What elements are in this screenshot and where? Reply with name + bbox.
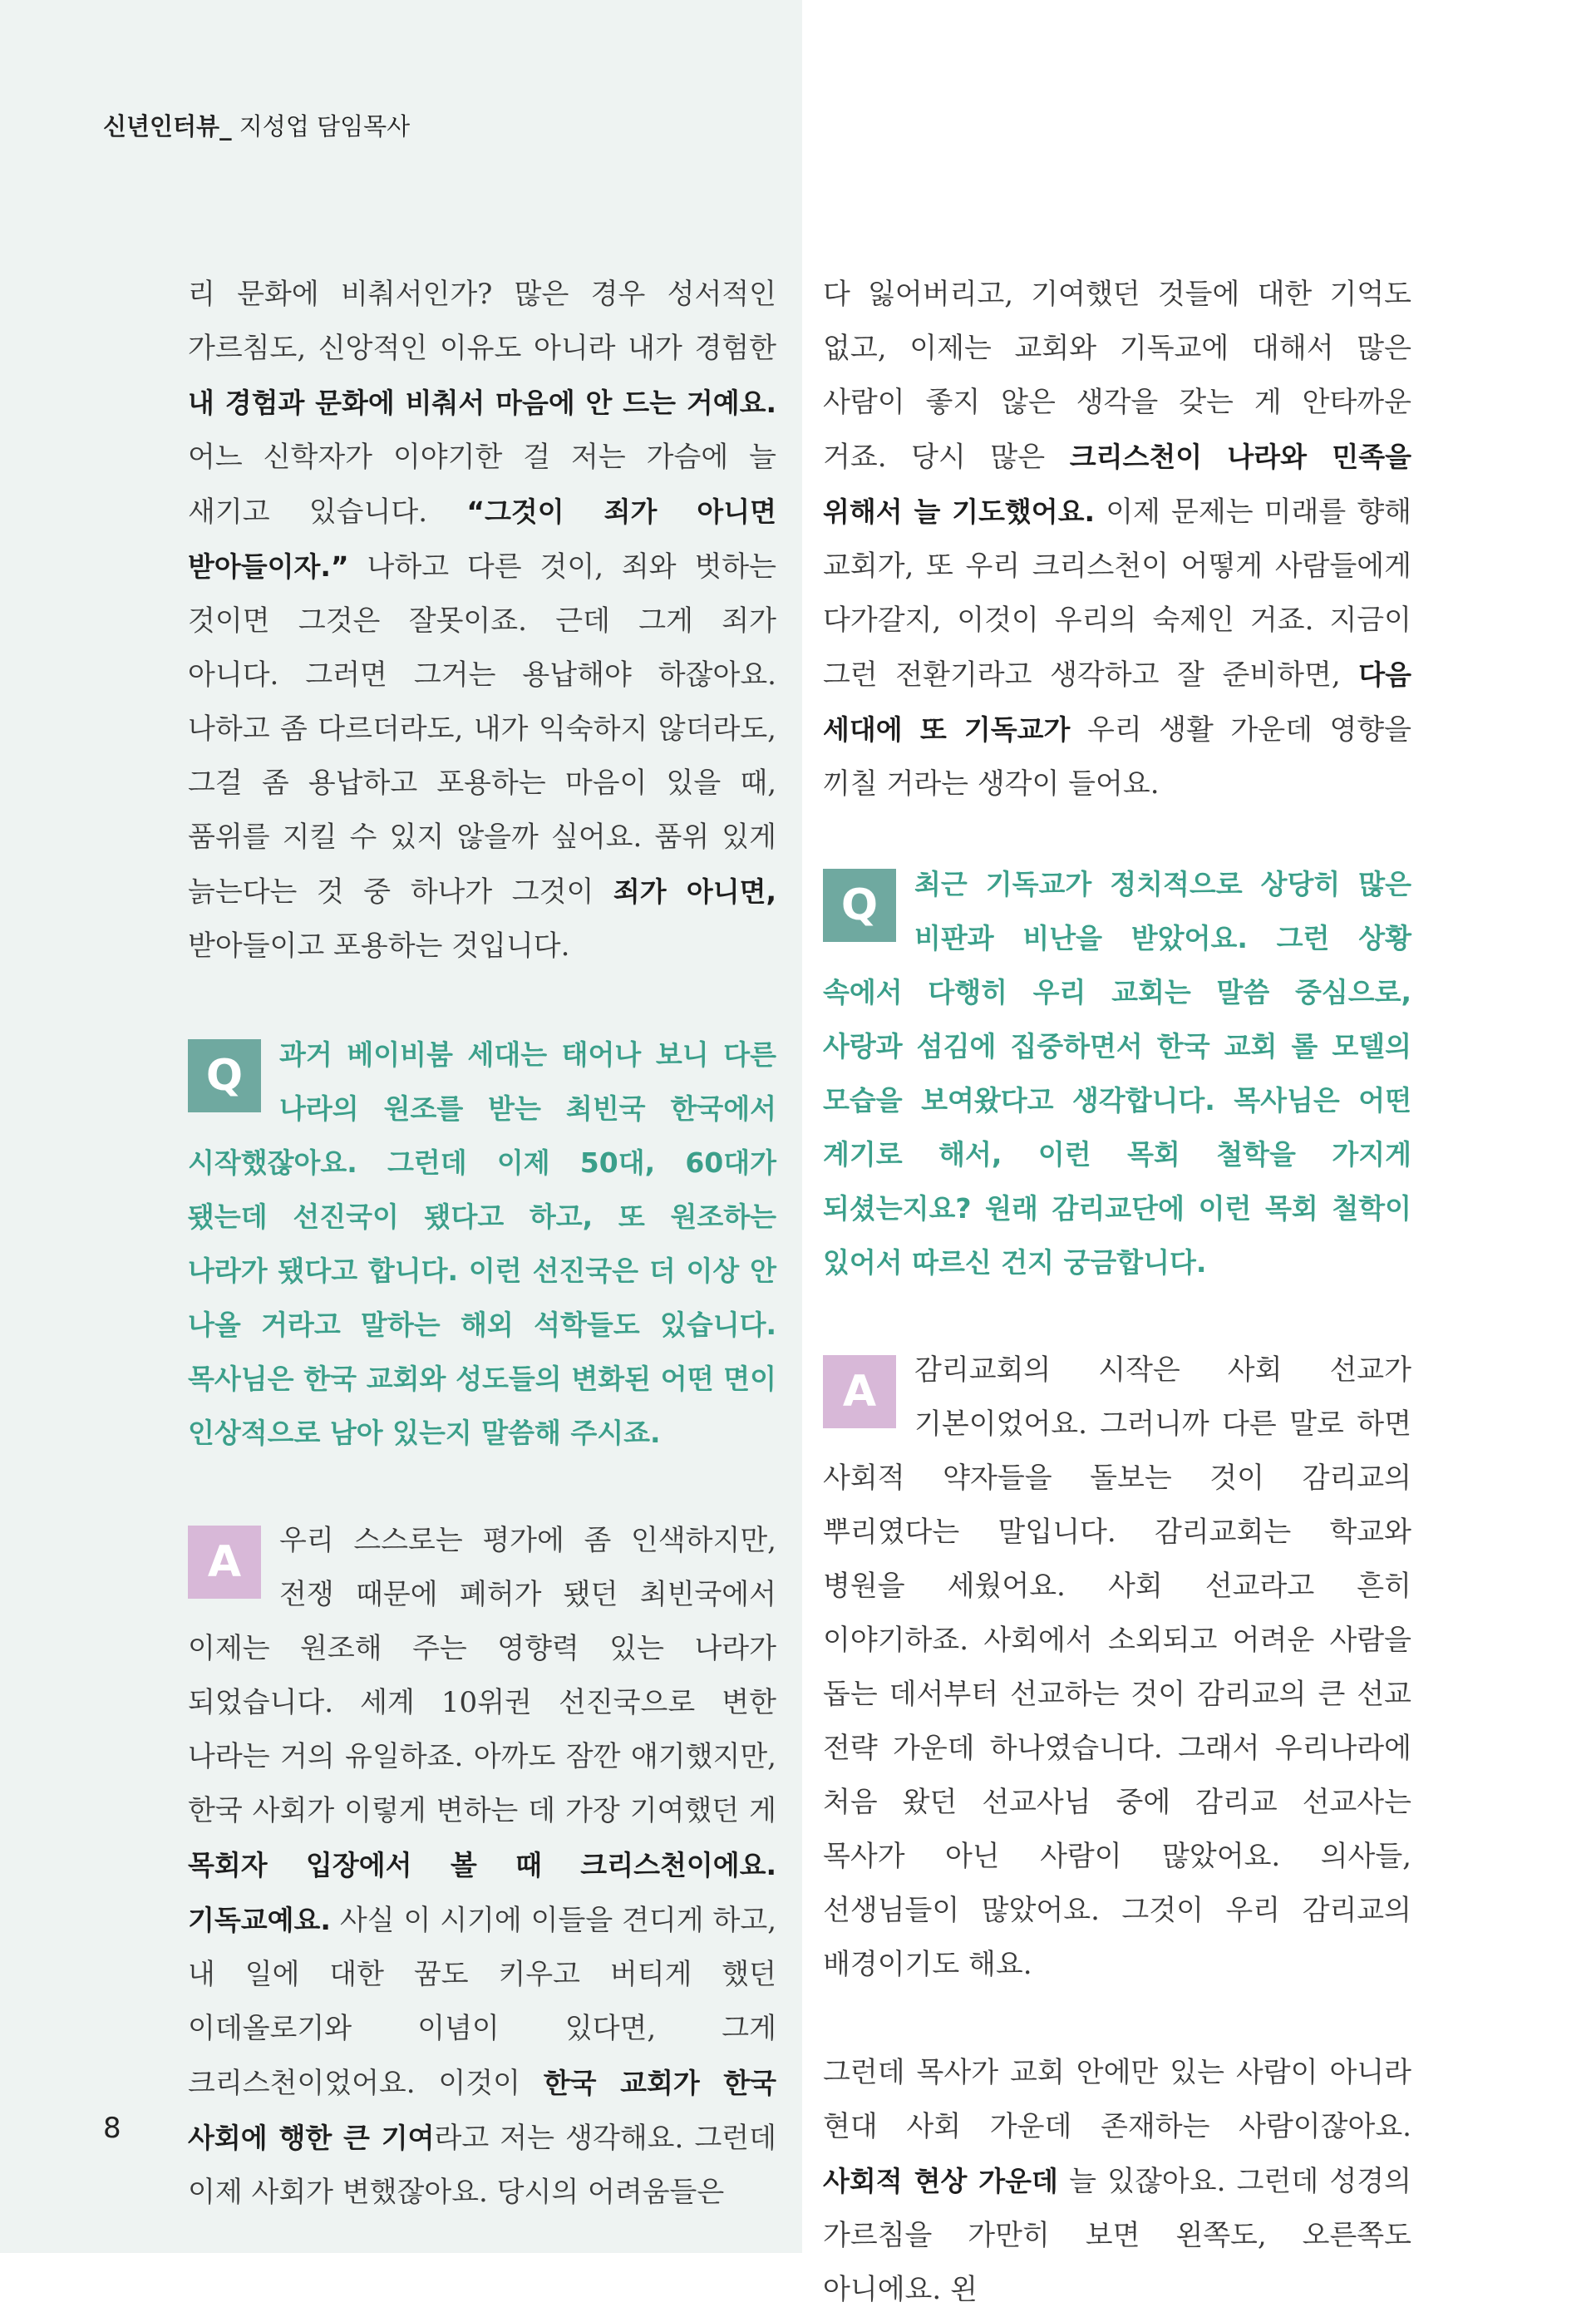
right-question-text: 최근 기독교가 정치적으로 상당히 많은 비판과 비난을 받았어요. 그런 상황 속에서 다행히 우리 교회는 말씀 중심으로, 사랑과 섬김에 집중하면서 한국 교회 롤 모델의 모습을 보여왔다고 생각합니다. 목사님은 어떤 계기로 해서, 이런 목회 철학을 가지게 되셨는지요? 원래 감리교단에 이런 목회 철학이 있어서 따르신 건지 궁금합니다.: [823, 868, 1411, 1279]
header-section: 신년인터뷰_: [103, 112, 232, 140]
emphasized-text: 다음 세대에 또 기독교가: [823, 658, 1411, 746]
left-question: [188, 1028, 776, 1460]
question-badge: Q: [823, 869, 896, 942]
right-paragraph-1: [823, 268, 1411, 811]
body-text: 우리 스스로는 평가에 좀 인색하지만, 전쟁 때문에 폐허가 됐던 최빈국에서 이제는 원조해 주는 영향력 있는 나라가 되었습니다. 세계 10위권 선진국으로 변한 나라는 거의 유일하죠. 아까도 잠깐 얘기했지만, 한국 사회가 이렇게 변하는 데 가장 기여했던 게: [188, 1524, 776, 1827]
body-text: 사실 이 시기에 이들을 견디게 하고, 내 일에 대한 꿈도 키우고 버티게 했던 이데올로기와 이념이 있다면, 그게 크리스천이었어요. 이것이: [188, 1904, 776, 2100]
body-text: 리 문화에 비춰서인가? 많은 경우 성서적인 가르침도, 신앙적인 이유도 아니라 내가 경험한: [188, 278, 776, 365]
left-question-text: 과거 베이비붐 세대는 태어나 보니 다른 나라의 원조를 받는 최빈국 한국에서 시작했잖아요. 그런데 이제 50대, 60대가 됐는데 선진국이 됐다고 하고, 또 원조하는 나라가 됐다고 합니다. 이런 선진국은 더 이상 안 나올 거라고 말하는 해외 석학들도 있습니다. 목사님은 한국 교회와 성도들의 변화된 어떤 면이 인상적으로 남아 있는지 말씀해 주시죠.: [188, 1038, 776, 1449]
body-text: 받아들이고 포용하는 것입니다.: [188, 929, 570, 963]
emphasized-text: 내 경험과 문화에 비춰서 마음에 안 드는 거예요.: [188, 387, 776, 419]
page-number: 8: [103, 2112, 121, 2145]
left-answer-text: [188, 1524, 776, 2209]
emphasized-text: 한국 교회가 한국 사회에 행한 큰 기여: [188, 2067, 776, 2154]
emphasized-text: 죄가 아니면,: [613, 875, 776, 908]
body-text: 어느 신학자가 이야기한 걸 저는 가슴에 늘 새기고 있습니다.: [188, 441, 776, 529]
body-text: 늘 있잖아요. 그런데 성경의 가르침을 가만히 보면 왼쪽도, 오른쪽도 아니에요. 왼: [823, 2165, 1411, 2306]
body-text: 우리 생활 가운데 영향을 끼칠 거라는 생각이 들어요.: [823, 713, 1411, 801]
body-text: 나하고 다른 것이, 죄와 벗하는 것이면 그것은 잘못이죠. 근데 그게 죄가 아니다. 그러면 그거는 용납해야 하잖아요. 나하고 좀 다르더라도, 내가 익숙하지 않더라도, 그걸 좀 용납하고 포용하는 마음이 있을 때, 품위를 지킬 수 있지 않을까 싶어요. 품위 있게 늙는다는 것 중 하나가 그것이: [188, 550, 776, 909]
body-text: 이제 문제는 미래를 향해 교회가, 또 우리 크리스천이 어떻게 사람들에게 다가갈지, 이것이 우리의 숙제인 거죠. 지금이 그런 전환기라고 생각하고 잘 준비하면,: [823, 495, 1412, 692]
right-column: [823, 268, 1411, 2317]
right-paragraph-2: [823, 2046, 1411, 2317]
question-badge: Q: [188, 1039, 261, 1112]
body-text: 라고 저는 생각해요. 그런데 이제 사회가 변했잖아요. 당시의 어려움들은: [188, 2122, 776, 2209]
emphasized-text: 목회자 입장에서 볼 때 크리스천이에요. 기독교예요.: [188, 1849, 776, 1936]
body-text: 다 잃어버리고, 기여했던 것들에 대한 기억도 없고, 이제는 교회와 기독교에 대해서 많은 사람이 좋지 않은 생각을 갖는 게 안타까운 거죠. 당시 많은: [823, 278, 1411, 474]
answer-badge: A: [823, 1355, 896, 1428]
emphasized-text: 크리스천이 나라와 민족을 위해서 늘 기도했어요.: [823, 441, 1411, 528]
header-subtitle: 지성업 담임목사: [231, 112, 411, 140]
emphasized-text: “그것이 죄가 아니면 받아들이자.”: [188, 495, 776, 583]
left-paragraph-1: [188, 268, 776, 974]
emphasized-text: 사회적 현상 가운데: [823, 2165, 1058, 2197]
body-text: 그런데 목사가 교회 안에만 있는 사람이 아니라 현대 사회 가운데 존재하는 사람이잖아요.: [823, 2056, 1411, 2143]
left-column: [188, 268, 776, 2220]
right-answer-text: 감리교회의 시작은 사회 선교가 기본이었어요. 그러니까 다른 말로 하면 사회적 약자들을 돌보는 것이 감리교의 뿌리였다는 말입니다. 감리교회는 학교와 병원을 세웠어요. 사회 선교라고 흔히 이야기하죠. 사회에서 소외되고 어려운 사람을 돕는 데서부터 선교하는 것이 감리교의 큰 선교 전략 가운데 하나였습니다. 그래서 우리나라에 처음 왔던 선교사님 중에 감리교 선교사는 목사가 아닌 사람이 많았어요. 의사들, 선생님들이 많았어요. 그것이 우리 감리교의 배경이기도 해요.: [823, 1353, 1411, 1981]
answer-badge: A: [188, 1526, 261, 1599]
right-answer: [823, 1343, 1411, 1992]
left-answer: [188, 1514, 776, 2220]
right-question: [823, 857, 1411, 1289]
page-header: [103, 108, 410, 142]
